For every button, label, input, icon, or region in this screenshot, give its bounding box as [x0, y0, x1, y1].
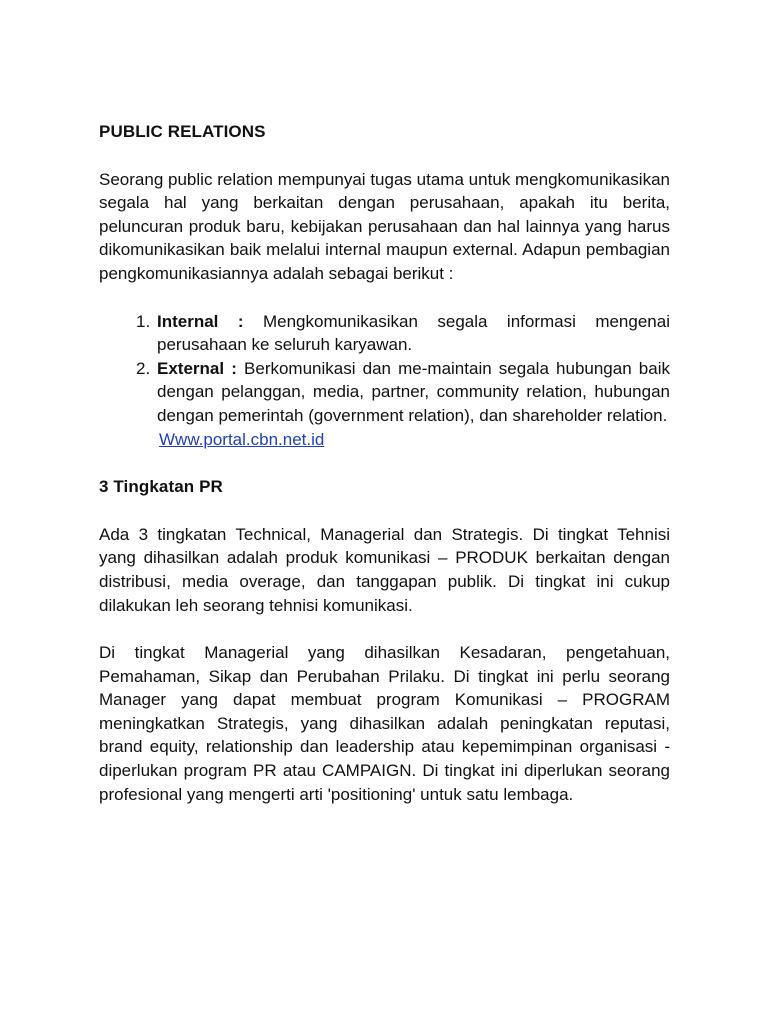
description-internal: Mengkomunikasikan segala informasi mengenai perusahaan ke seluruh karyawan. [157, 311, 670, 355]
term-internal: Internal : [157, 311, 244, 331]
description-external: Berkomunikasi dan me-maintain segala hubungan baik dengan pelanggan, media, partner, community relation, hubungan dengan pemerintah (government relation), dan shareholder relation. [157, 358, 670, 425]
section-title-public-relations: PUBLIC RELATIONS [99, 122, 266, 141]
section-title-tingkatan: 3 Tingkatan PR [99, 477, 223, 497]
tingkatan-paragraph-1: Ada 3 tingkatan Technical, Managerial dan Strategis. Di tingkat Tehnisi yang dihasilkan adalah produk komunikasi – PRODUK berkaitan dengan distribusi, media overage, dan tanggapan publik. Di tingkat ini cukup dilakukan leh seorang tehnisi komunikasi. [99, 524, 670, 615]
spacer [99, 286, 670, 310]
tingkatan-paragraph-2: Di tingkat Managerial yang dihasilkan Kesadaran, pengetahuan, Pemahaman, Sikap dan Perubahan Prilaku. Di tingkat ini perlu seorang Manager yang dapat membuat program Komunikasi – PROGRAM meningkatkan Strategis, yang dihasilkan adalah peningkatan reputasi, brand equity, relationship dan leadership atau kepemimpinan organisasi - diperlukan program PR atau CAMPAIGN. Di tingkat ini diperlukan seorang profesional yang mengerti arti 'positioning' untuk satu lembaga. [99, 643, 670, 804]
intro-paragraph: Seorang public relation mempunyai tugas utama untuk mengkomunikasikan segala hal yang berkaitan dengan perusahaan, apakah itu berita, peluncuran produk baru, kebijakan perusahaan dan hal lainnya yang harus dikomunikasikan baik melalui internal maupun external. Adapun pembagian pengkomunikasiannya adalah sebagai berikut : [99, 169, 670, 283]
list-item-internal [99, 310, 670, 357]
spacer [99, 617, 670, 641]
list-number: 2. [136, 358, 151, 378]
spacer [99, 451, 670, 475]
source-link-line [99, 428, 670, 452]
document-page [99, 120, 670, 806]
spacer [99, 499, 670, 523]
communication-types-list [99, 310, 670, 428]
source-link[interactable]: Www.portal.cbn.net.id [159, 429, 325, 449]
spacer [99, 144, 670, 168]
list-item-external [99, 357, 670, 428]
list-number: 1. [136, 311, 151, 331]
term-external: External : [157, 358, 237, 378]
